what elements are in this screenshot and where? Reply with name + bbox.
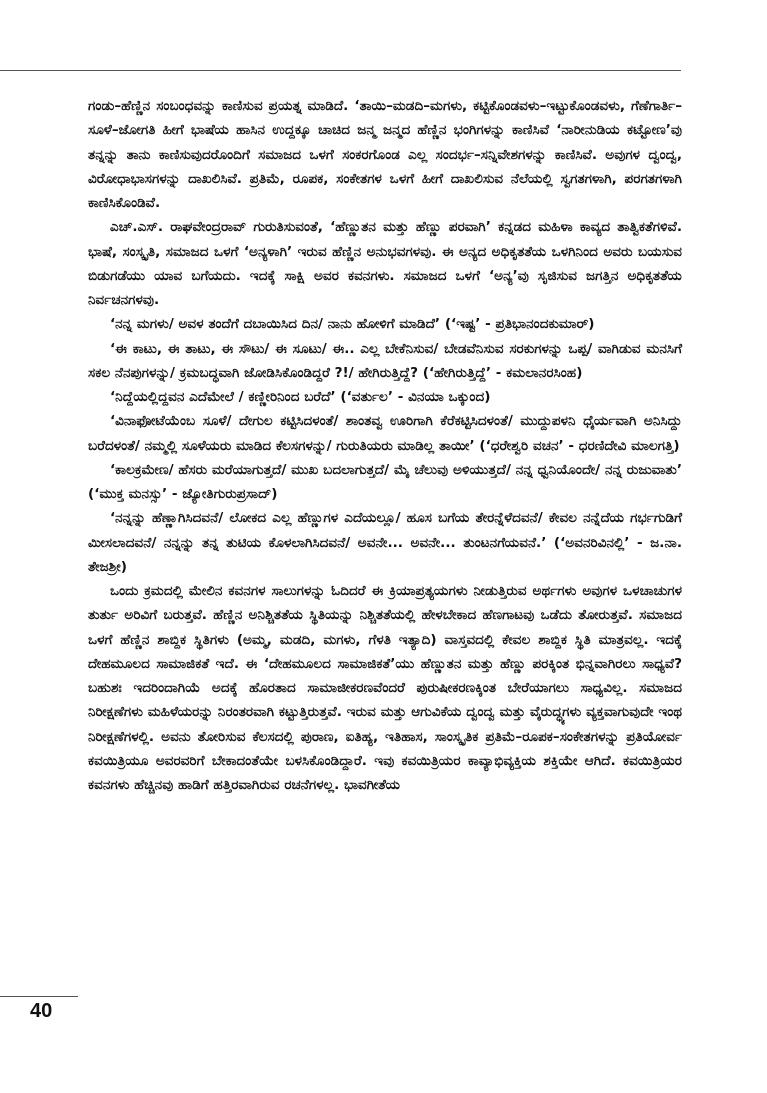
paragraph: ಎಚ್.ಎಸ್. ರಾಘವೇಂದ್ರರಾವ್ ಗುರುತಿಸುವಂತೆ, ‘ಹೆಣ್ಣುತನ ಮತ್ತು ಹೆಣ್ಣು ಪರವಾಗಿ’ ಕನ್ನಡದ ಮಹಿಳಾ ಕಾವ್ಯದ ತಾತ್ವಿಕತೆಗಳಿವೆ. ಭಾಷೆ, ಸಂಸ್ಕೃತಿ, ಸಮಾಜದ ಒಳಗೆ ‘ಅನ್ಯಳಾಗಿ’ ಇರುವ ಹೆಣ್ಣಿನ ಅನುಭವಗಳವು. ಈ ಅನ್ಯದ ಅಧಿಕೃತತೆಯ ಒಳಗಿನಿಂದ ಅವರು ಬಯಸುವ ಬಿಡುಗಡೆಯು ಯಾವ ಬಗೆಯದು. ಇದಕ್ಕೆ ಸಾಕ್ಷಿ ಅವರ ಕವನಗಳು. ಸಮಾಜದ ಒಳಗೆ ‘ಅನ್ಯ’ವು ಸೃಜಿಸುವ ಜಗತ್ತಿನ ಅಧಿಕೃತತೆಯ ನಿರ್ವಚನಗಳವು. — [88, 219, 682, 308]
quote-paragraph: ‘ಕಾಲಕ್ರಮೇಣ/ ಹೆಸರು ಮರೆಯಾಗುತ್ತದೆ/ ಮುಖ ಬದಲಾಗುತ್ತದೆ/ ಮೈ ಚೆಲುವು ಅಳಿಯುತ್ತದೆ/ ನನ್ನ ಧ್ವನಿಯೊಂದೇ/ ನನ್ನ ರುಜುವಾತು’ (‘ಮುಕ್ತ ಮನಸ್ಸು’ - ಜ್ಯೋತಿಗುರುಪ್ರಸಾದ್) — [88, 461, 682, 502]
quote-paragraph: ‘ಈ ಕಾಟು, ಈ ತಾಟು, ಈ ಸೌಟು/ ಈ ಸೂಟು/ ಈ.. ಎಲ್ಲ ಬೇಕೆನಿಸುವ/ ಬೇಡವೆನಿಸುವ ಸರಕುಗಳನ್ನು ಒಪ್ಪ/ ವಾಗಿಡುವ ಮನಸಿಗೆ ಸಕಲ ನೆನಪುಗಳನ್ನು/ ಕ್ರಮಬದ್ಧವಾಗಿ ಜೋಡಿಸಿಕೊಂಡಿದ್ದರೆ ?!/ ಹೇಗಿರುತ್ತಿದ್ದೆ? (‘ಹೇಗಿರುತ್ತಿದ್ದೆ’ - ಕಮಲಾನರಸಿಂಹ) — [88, 340, 682, 381]
page-number: 40 — [30, 1000, 53, 1022]
header-rule — [0, 70, 681, 71]
footer-rule — [0, 996, 78, 997]
quote-paragraph: ‘ನಿದ್ದೆಯಲ್ಲಿದ್ದವನ ಎದೆಮೇಲೆ / ಕಣ್ಣೀರಿನಿಂದ ಬರೆದೆ’ (‘ವರ್ತುಲ’ - ವಿನಯಾ ಒಕ್ಕುಂದ) — [110, 389, 491, 405]
quote-paragraph: ‘ನನ್ನನ್ನು ಹೆಣ್ಣಾಗಿಸಿದವನೆ/ ಲೋಕದ ಎಲ್ಲ ಹೆಣ್ಣುಗಳ ಎದೆಯಲ್ಲೂ/ ಹೂಸ ಬಗೆಯ ತೇರನ್ನೆಳೆದವನೆ/ ಕೇವಲ ನನ್ನೆದೆಯ ಗರ್ಭಗುಡಿಗೆ ಮೀಸಲಾದವನೆ/ ನನ್ನನ್ನು ತನ್ನ ತುಟಿಯ ಕೊಳಲಾಗಿಸಿದವನೆ/ ಅವನೇ... ಅವನೇ... ತುಂಟನಗೆಯವನೆ.’ (‘ಅವನರಿವಿನಲ್ಲಿ’ - ಜ.ನಾ. ತೇಜಶ್ರೀ) — [88, 510, 682, 575]
body-text — [88, 94, 682, 797]
paragraph: ಒಂದು ಕ್ರಮದಲ್ಲಿ ಮೇಲಿನ ಕವನಗಳ ಸಾಲುಗಳನ್ನು ಓದಿದರೆ ಈ ಕ್ರಿಯಾಪ್ರತ್ಯಯಗಳು ನೀಡುತ್ತಿರುವ ಅರ್ಥಗಳು ಅವುಗಳ ಒಳಚಾಚುಗಳ ತುರ್ತು ಅರಿವಿಗೆ ಬರುತ್ತವೆ. ಹೆಣ್ಣಿನ ಅನಿಶ್ಚಿತತೆಯ ಸ್ಥಿತಿಯನ್ನು ನಿಶ್ಚಿತತೆಯಲ್ಲಿ ಹೇಳಬೇಕಾದ ಹೆಣಗಾಟವು ಒಡೆದು ತೋರುತ್ತವೆ. ಸಮಾಜದ ಒಳಗೆ ಹೆಣ್ಣಿನ ಶಾಬ್ದಿಕ ಸ್ಥಿತಿಗಳು (ಅಮ್ಮ, ಮಡದಿ, ಮಗಳು, ಗೆಳತಿ ಇತ್ಯಾದಿ) ವಾಸ್ತವದಲ್ಲಿ ಕೇವಲ ಶಾಬ್ದಿಕ ಸ್ಥಿತಿ ಮಾತ್ರವಲ್ಲ. ಇದಕ್ಕೆ ದೇಹಮೂಲದ ಸಾಮಾಜಿಕತೆ ಇದೆ. ಈ ‘ದೇಹಮೂಲದ ಸಾಮಾಜಿಕತೆ’ಯು ಹೆಣ್ಣುತನ ಮತ್ತು ಹೆಣ್ಣು ಪರಕ್ಕಿಂತ ಭಿನ್ನವಾಗಿರಲು ಸಾಧ್ಯವೆ? ಬಹುಶಃ ಇದರಿಂದಾಗಿಯೆ ಅದಕ್ಕೆ ಹೊರತಾದ ಸಾಮಾಜೀಕರಣವೆಂದರೆ ಪುರುಷೀಕರಣಕ್ಕಿಂತ ಬೇರೆಯಾಗಲು ಸಾಧ್ಯವಿಲ್ಲ. ಸಮಾಜದ ನಿರೀಕ್ಷಣೆಗಳು ಮಹಿಳೆಯರನ್ನು ನಿರಂತರವಾಗಿ ಕಟ್ಟುತ್ತಿರುತ್ತವೆ. ಇರುವ ಮತ್ತು ಆಗುವಿಕೆಯ ದ್ವಂದ್ವ ಮತ್ತು ವೈರುದ್ಧ್ಯಗಳು ವ್ಯಕ್ತವಾಗುವುದೇ ಇಂಥ ನಿರೀಕ್ಷಣೆಗಳಲ್ಲಿ. ಅವನು ತೋರಿಸುವ ಕೆಲಸದಲ್ಲಿ ಪುರಾಣ, ಐತಿಹ್ಯ, ಇತಿಹಾಸ, ಸಾಂಸ್ಕೃತಿಕ ಪ್ರತಿಮೆ–ರೂಪಕ–ಸಂಕೇತಗಳನ್ನು ಪ್ರತಿಯೋರ್ವ ಕವಯಿತ್ರಿಯೂ ಅವರವರಿಗೆ ಬೇಕಾದಂತೆಯೇ ಬಳಸಿಕೊಂಡಿದ್ದಾರೆ. ಇವು ಕವಯಿತ್ರಿಯರ ಕಾವ್ಯಾಭಿವ್ಯಕ್ತಿಯ ಶಕ್ತಿಯೇ ಆಗಿದೆ. ಕವಯಿತ್ರಿಯರ ಕವನಗಳು ಹೆಚ್ಚಿನವು ಹಾಡಿಗೆ ಹತ್ತಿರವಾಗಿರುವ ರಚನೆಗಳಲ್ಲ. ಭಾವಗೀತೆಯ — [88, 583, 682, 793]
paragraph: ಗಂಡು–ಹೆಣ್ಣಿನ ಸಂಬಂಧವನ್ನು ಕಾಣಿಸುವ ಪ್ರಯತ್ನ ಮಾಡಿದೆ. ‘ತಾಯಿ–ಮಡದಿ–ಮಗಳು, ಕಟ್ಟಿಕೊಂಡವಳು–ಇಟ್ಟುಕೊಂಡವಳು, ಗೆಣೆಗಾರ್ತಿ–ಸೂಳೆ–ಜೋಗತಿ ಹೀಗೆ ಭಾಷೆಯ ಹಾಸಿನ ಉದ್ದಕ್ಕೂ ಚಾಚಿದ ಜನ್ಮ ಜನ್ಮದ ಹೆಣ್ಣಿನ ಭಂಗಿಗಳನ್ನು ಕಾಣಿಸಿವೆ ‘ನಾರೀನುಡಿಯ ಕಟ್ಟೋಣ’ವು ತನ್ನನ್ನು ತಾನು ಕಾಣಿಸುವುದರೊಂದಿಗೆ ಸಮಾಜದ ಒಳಗೆ ಸಂಕರಗೊಂಡ ಎಲ್ಲ ಸಂದರ್ಭ–ಸನ್ನಿವೇಶಗಳನ್ನು ಕಾಣಿಸಿವೆ. ಅವುಗಳ ದ್ವಂದ್ವ, ವಿರೋಧಾಭಾಸಗಳನ್ನು ದಾಖಲಿಸಿವೆ. ಪ್ರತಿಮೆ, ರೂಪಕ, ಸಂಕೇತಗಳ ಒಳಗೆ ಹೀಗೆ ದಾಖಲಿಸುವ ನೆಲೆಯಲ್ಲಿ ಸ್ವಗತಗಳಾಗಿ, ಪರಗತಗಳಾಗಿ ಕಾಣಿಸಿಕೊಂಡಿವೆ. — [88, 98, 682, 211]
quote-paragraph: ‘ನನ್ನ ಮಗಳು/ ಅವಳ ತಂದೆಗೆ ದಬಾಯಿಸಿದ ದಿನ/ ನಾನು ಹೋಳಿಗೆ ಮಾಡಿದೆ’ (‘ಇಷ್ಟ’ - ಪ್ರತಿಭಾನಂದಕುಮಾರ್) — [110, 316, 595, 333]
quote-paragraph: ‘ವಿನಾಫೋಟೆಯೆಂಬ ಸೂಳೆ/ ದೇಗುಲ ಕಟ್ಟಿಸಿದಳಂತೆ/ ಶಾಂತವ್ವ ಊರಿಗಾಗಿ ಕೆರೆಕಟ್ಟಿಸಿದಳಂತೆ/ ಮುದ್ದುಪಳನಿ ಧೈರ್ಯವಾಗಿ ಅನಿಸಿದ್ದು ಬರೆದಳಂತೆ/ ನಮ್ಮಲ್ಲಿ ಸೂಳೆಯರು ಮಾಡಿದ ಕೆಲಸಗಳನ್ನು/ ಗುರುತಿಯರು ಮಾಡಿಲ್ಲ ತಾಯೀ’ (‘ಧರೇಶ್ವರಿ ವಚನ’ - ಧರಣಿದೇವಿ ಮಾಲಗತ್ತಿ) — [88, 413, 682, 454]
